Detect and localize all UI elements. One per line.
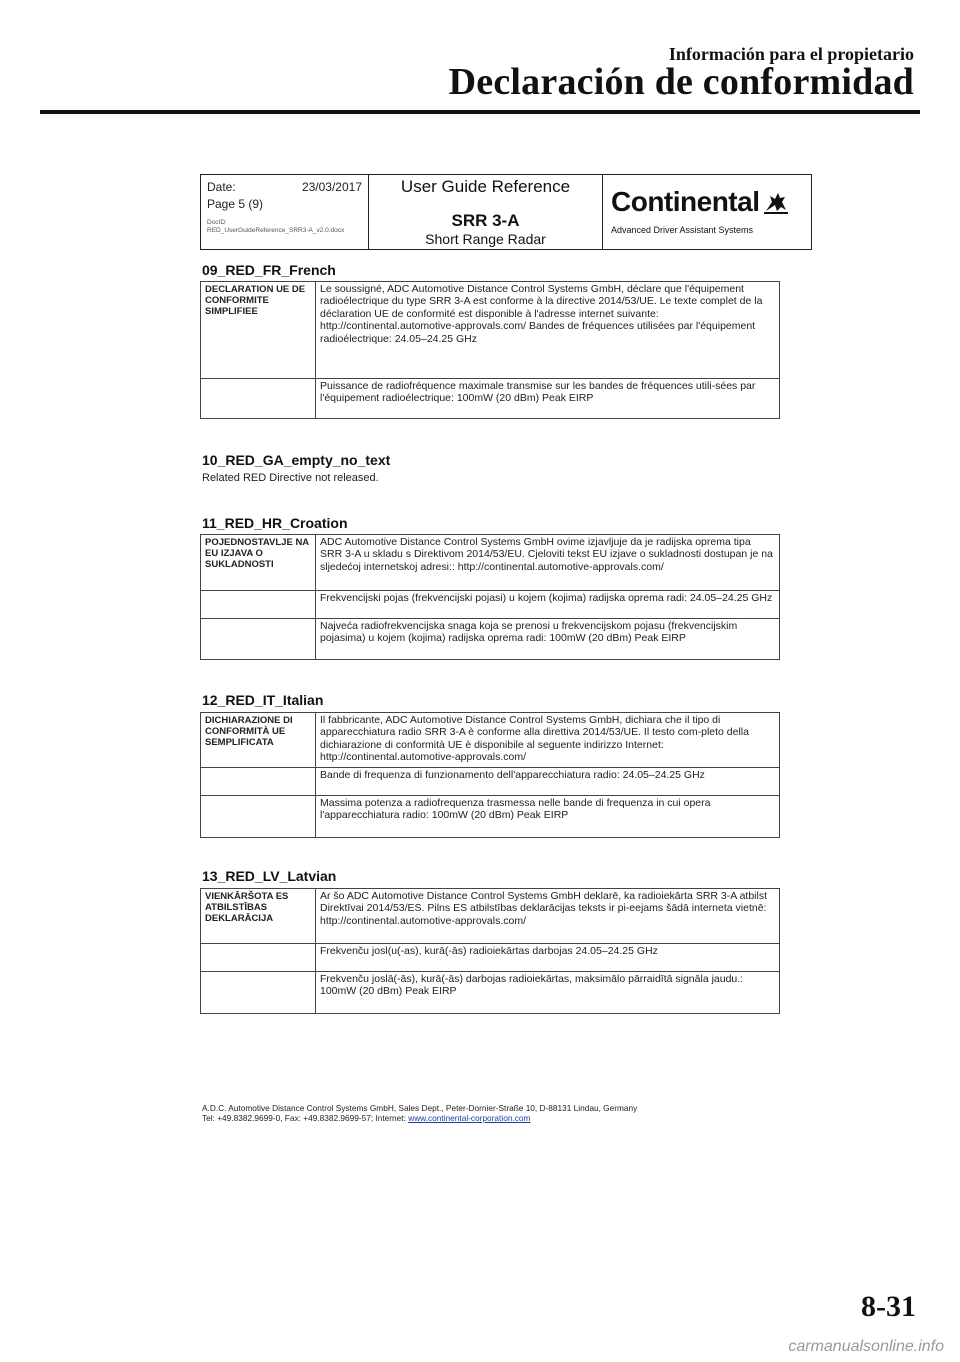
section-heading-ga: 10_RED_GA_empty_no_text xyxy=(202,452,391,468)
table-row xyxy=(201,713,780,768)
page-number: 8-31 xyxy=(861,1290,916,1323)
declaration-text: ADC Automotive Distance Control Systems GmbH ovime izjavljuje da je radijska oprema tipa SRR 3-A u skladu s Direktivom 2014/53/EU. Cjeloviti tekst EU izjave o sukladnosti dostupan je na sljedećoj internetskoj adresi:: http://continental.automotive-approvals.com/ xyxy=(316,535,780,591)
declaration-table-it xyxy=(200,712,780,838)
declaration-text: Massima potenza a radiofrequenza trasmessa nelle bande di frequenza in cui opera l'apparecchiatura radio: 100mW (20 dBm) Peak EIRP xyxy=(316,796,780,838)
empty-cell xyxy=(201,972,316,1014)
table-row xyxy=(201,796,780,838)
company-footer xyxy=(202,1103,637,1123)
declaration-key: DECLARATION UE DE CONFORMITE SIMPLIFIEE xyxy=(201,282,316,379)
section-heading-lv: 13_RED_LV_Latvian xyxy=(202,868,337,884)
table-row xyxy=(201,535,780,591)
section-heading-fr: 09_RED_FR_French xyxy=(202,262,336,278)
declaration-key: POJEDNOSTAVLJE NA EU IZJAVA O SUKLADNOSTI xyxy=(201,535,316,591)
table-row xyxy=(201,768,780,796)
product-name: SRR 3-A xyxy=(451,211,520,230)
header-rule xyxy=(40,110,920,114)
declaration-text: Le soussigné, ADC Automotive Distance Control Systems GmbH, déclare que l'équipement radioélectrique du type SRR 3-A est conforme à la directive 2014/53/UE. Le texte complet de la déclaration UE de conformité est disponible à l'adresse internet suivante: http://continental.automotive-approvals.com/ Bandes de fréquences utilisées par l'équipement radioélectrique: 24.05–24.25 GHz xyxy=(316,282,780,379)
table-row xyxy=(201,379,780,419)
table-row xyxy=(201,972,780,1014)
footer-contact: Tel: +49.8382.9699-0, Fax: +49.8382.9699-57; Internet: xyxy=(202,1113,409,1123)
declaration-text: Puissance de radiofréquence maximale transmise sur les bandes de fréquences utili-sées par l'équipement radioélectrique: 100mW (20 dBm) Peak EIRP xyxy=(316,379,780,419)
docid-value: RED_UserGuideReference_SRR3-A_v2.0.docx xyxy=(207,227,345,234)
date-label: Date: xyxy=(207,180,236,194)
logo-wordmark: Continental xyxy=(611,186,760,217)
manual-section-label: Información para el propietario xyxy=(668,44,914,64)
continental-logo xyxy=(611,185,803,219)
declaration-table-hr xyxy=(200,534,780,660)
docid-label: DocID: xyxy=(207,219,227,226)
empty-cell xyxy=(201,619,316,660)
declaration-key: DICHIARAZIONE DI CONFORMITÀ UE SEMPLIFICATA xyxy=(201,713,316,768)
empty-cell xyxy=(201,796,316,838)
website-link[interactable]: www.continental-corporation.com xyxy=(408,1113,531,1123)
section-heading-hr: 11_RED_HR_Croation xyxy=(202,515,348,531)
declaration-text: Najveća radiofrekvencijska snaga koja se prenosi u frekvencijskom pojasu (frekvencijskim pojasima) u kojem (kojima) radijska oprema radi: 100mW (20 dBm) Peak EIRP xyxy=(316,619,780,660)
declaration-text: Il fabbricante, ADC Automotive Distance Control Systems GmbH, dichiara che il tipo di apparecchiatura radio SRR 3-A è conforme alla direttiva 2014/53/UE. Il testo com-pleto della dichiarazione di conformità UE è disponibile al seguente indirizzo Internet: http://continental.automotive-approvals.com/ xyxy=(316,713,780,768)
declaration-table-fr xyxy=(200,281,780,419)
date-value: 23/03/2017 xyxy=(301,180,362,194)
document-meta xyxy=(201,175,369,249)
reference-title: User Guide Reference xyxy=(400,177,571,196)
brand-tagline: Advanced Driver Assistant Systems xyxy=(611,225,754,235)
page-title: Declaración de conformidad xyxy=(448,61,914,103)
horse-icon xyxy=(763,189,789,215)
table-row xyxy=(201,591,780,619)
table-row xyxy=(201,889,780,944)
declaration-text: Ar šo ADC Automotive Distance Control Systems GmbH deklarē, ka radioiekārta SRR 3-A atbilst Direktīvai 2014/53/ES. Pilns ES atbilstības deklarācijas teksts ir pi-eejams šādā interneta vietnē: http://continental.automotive-approvals.com/ xyxy=(316,889,780,944)
document-reference xyxy=(369,175,603,249)
empty-cell xyxy=(201,591,316,619)
watermark: carmanualsonline.info xyxy=(788,1338,944,1355)
declaration-text: Frekvencijski pojas (frekvencijski pojasi) u kojem (kojima) radijska oprema radi: 24.05–24.25 GHz xyxy=(316,591,780,619)
declaration-text: Frekvenču joslā(-ās), kurā(-ās) darbojas radioiekārtas, maksimālo pārraidītā signāla jaudu.: 100mW (20 dBm) Peak EIRP xyxy=(316,972,780,1014)
declaration-table-lv xyxy=(200,888,780,1014)
brand-area xyxy=(603,175,811,249)
declaration-key: VIENKĀRŠOTA ES ATBILSTĪBAS DEKLARĀCIJA xyxy=(201,889,316,944)
table-row xyxy=(201,282,780,379)
empty-cell xyxy=(201,379,316,419)
document-header-box xyxy=(200,174,812,250)
table-row xyxy=(201,619,780,660)
table-row xyxy=(201,944,780,972)
section-heading-it: 12_RED_IT_Italian xyxy=(202,692,324,708)
empty-cell xyxy=(201,944,316,972)
empty-cell xyxy=(201,768,316,796)
ga-note: Related RED Directive not released. xyxy=(202,472,379,484)
page-count: Page 5 (9) xyxy=(207,197,264,211)
declaration-text: Frekvenču josl(u(-as), kurā(-ās) radioiekārtas darbojas 24.05–24.25 GHz xyxy=(316,944,780,972)
footer-address: A.D.C. Automotive Distance Control Systems GmbH, Sales Dept., Peter-Dornier-Straße 10, D-88131 Lindau, Germany xyxy=(202,1103,638,1113)
product-description: Short Range Radar xyxy=(425,231,546,247)
declaration-text: Bande di frequenza di funzionamento dell'apparecchiatura radio: 24.05–24.25 GHz xyxy=(316,768,780,796)
